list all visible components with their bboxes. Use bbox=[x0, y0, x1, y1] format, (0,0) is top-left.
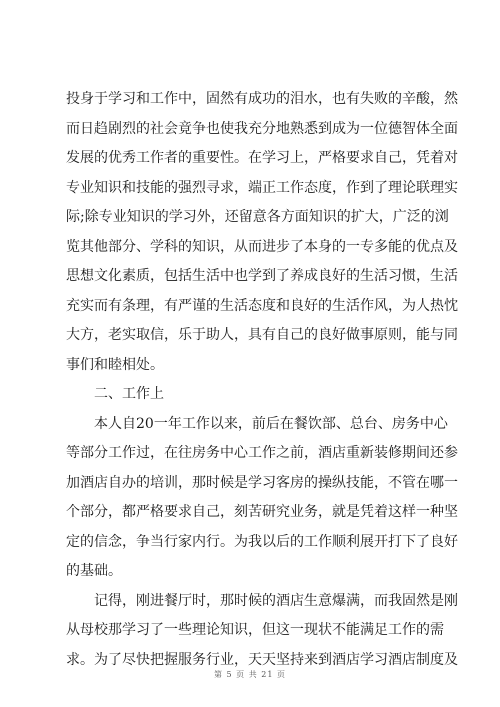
text-line: 从母校那学习了一些理论知识，但这一现状不能满足工作的需 bbox=[66, 622, 444, 638]
body-text bbox=[66, 85, 458, 675]
text-line: 发展的优秀工作者的重要性。在学习上，严格要求自己，凭着对 bbox=[66, 150, 458, 166]
text-line: 大方，老实取信，乐于助人，具有自己的良好做事原则，能与同 bbox=[66, 327, 458, 343]
text-line: 专业知识和技能的强烈寻求，端正工作态度，作到了理论联理实 bbox=[66, 179, 458, 196]
text-line: 定的信念，争当行家内行。为我以后的工作顺利展开打下了良好 bbox=[66, 533, 458, 550]
text-line: 思想文化素质，包括生活中也学到了养成良好的生活习惯，生活 bbox=[66, 268, 458, 284]
text-line: 本人自20一年工作以来，前后在餐饮部、总台、房务中心 bbox=[66, 415, 448, 432]
text-line: 记得，刚进餐厅时，那时候的酒店生意爆满，而我固然是刚 bbox=[66, 592, 458, 609]
text-line: 等部分工作过，在往房务中心工作之前，酒店重新装修期间还参 bbox=[66, 445, 458, 461]
text-line: 投身于学习和工作中，固然有成功的泪水，也有失败的辛酸，然 bbox=[66, 91, 458, 107]
text-line: 加酒店自办的培训，那时候是学习客房的操纵技能，不管在哪一 bbox=[66, 474, 458, 491]
text-line: 事们和睦相处。 bbox=[66, 356, 164, 373]
text-line: 的基础。 bbox=[66, 563, 122, 579]
text-line: 个部分，都严格要求自己，刻苦研究业务，就是凭着这样一种坚 bbox=[66, 504, 458, 520]
text-line: 求。为了尽快把握服务行业，天天坚持来到酒店学习酒店制度及 bbox=[66, 651, 458, 668]
text-line: 览其他部分、学科的知识，从而进步了本身的一专多能的优点及 bbox=[66, 238, 458, 255]
page-number-footer: 第 5 页 共 21 页 bbox=[214, 670, 286, 679]
text-line: 而日趋剧烈的社会竟争也使我充分地熟悉到成为一位德智体全面 bbox=[66, 120, 458, 137]
text-line: 际;除专业知识的学习外，还留意各方面知识的扩大，广泛的浏 bbox=[66, 209, 449, 225]
text-line: 充实而有条理，有严谨的生活态度和良好的生活作风，为人热忱 bbox=[66, 297, 458, 314]
section-heading: 二、工作上 bbox=[66, 386, 164, 402]
